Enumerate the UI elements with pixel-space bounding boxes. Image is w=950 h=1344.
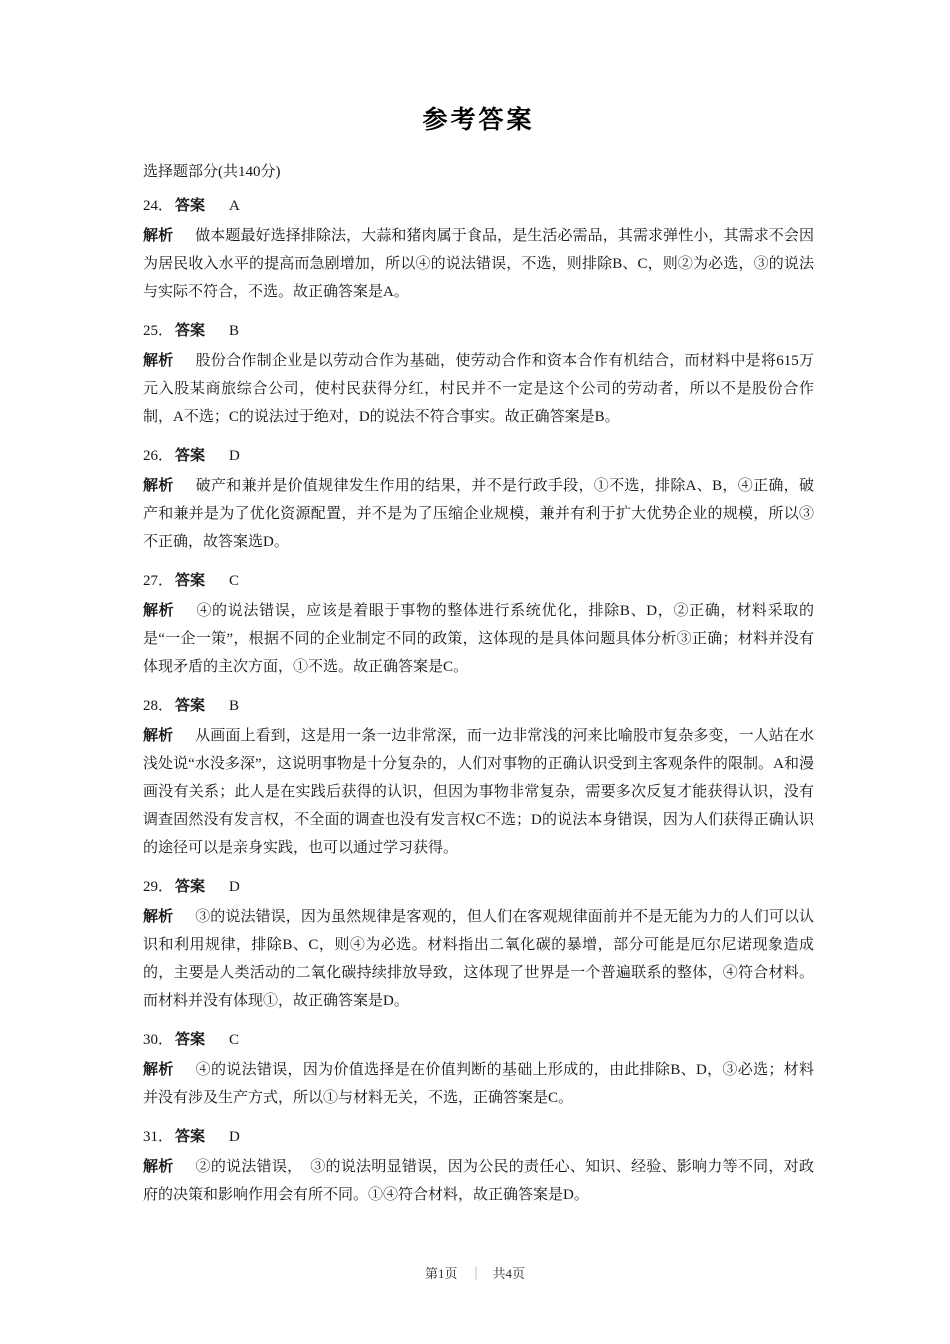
answer-line [143, 1028, 814, 1049]
answer-value: D [229, 448, 240, 464]
analysis-label: 解析 [143, 478, 174, 494]
answer-label: 答案 [175, 1129, 206, 1145]
answer-value: B [229, 698, 240, 714]
answer-label: 答案 [175, 323, 206, 339]
answer-line [143, 319, 814, 340]
answer-value: D [229, 1129, 240, 1145]
answer-item [143, 875, 814, 1015]
answer-value: D [229, 879, 240, 895]
answer-line [143, 694, 814, 715]
answer-item [143, 569, 814, 681]
answer-item [143, 1125, 814, 1209]
analysis-label: 解析 [143, 728, 174, 744]
analysis-label: 解析 [143, 353, 174, 369]
analysis-paragraph [143, 1056, 814, 1112]
analysis-paragraph [143, 347, 814, 431]
analysis-text: 从画面上看到，这是用一条一边非常深，而一边非常浅的河来比喻股市复杂多变，一人站在水浅处说“水没多深”，这说明事物是十分复杂的，人们对事物的正确认识受到主客观条件的限制。A和漫画没有关系；此人是在实践后获得的认识，但因为事物非常复杂，需要多次反复才能获得认识，没有调查固然没有发言权，不全面的调查也没有发言权C不选；D的说法本身错误，因为人们获得正确认识的途径可以是亲身实践，也可以通过学习获得。 [143, 728, 814, 856]
analysis-paragraph [143, 1153, 814, 1209]
analysis-label: 解析 [143, 603, 175, 619]
answer-item [143, 444, 814, 556]
answer-label: 答案 [175, 1032, 206, 1048]
answer-list [143, 194, 814, 1209]
analysis-paragraph [143, 472, 814, 556]
analysis-paragraph [143, 222, 814, 306]
analysis-label: 解析 [143, 909, 174, 925]
page-footer [0, 1263, 950, 1282]
answer-item [143, 194, 814, 306]
analysis-text: ④的说法错误，因为价值选择是在价值判断的基础上形成的，由此排除B、D，③必选；材料并没有涉及生产方式，所以①与材料无关，不选，正确答案是C。 [143, 1062, 814, 1106]
answer-label: 答案 [175, 698, 206, 714]
answer-line [143, 875, 814, 896]
answer-value: C [229, 1032, 240, 1048]
answer-value: A [229, 198, 240, 214]
answer-line [143, 444, 814, 465]
answer-item [143, 319, 814, 431]
footer-separator: ｜ [469, 1266, 483, 1281]
answer-line [143, 1125, 814, 1146]
answer-label: 答案 [175, 448, 206, 464]
answer-label: 答案 [175, 879, 206, 895]
analysis-text: ②的说法错误， ③的说法明显错误，因为公民的责任心、知识、经验、影响力等不同，对政府的决策和影响作用会有所不同。①④符合材料，故正确答案是D。 [143, 1159, 814, 1203]
current-page-label: 第1页 [424, 1266, 458, 1281]
answer-line [143, 194, 814, 215]
question-number: 27． [143, 573, 174, 589]
question-number: 26． [143, 448, 174, 464]
question-number: 25． [143, 323, 174, 339]
analysis-text: ④的说法错误，应该是着眼于事物的整体进行系统优化，排除B、D，②正确，材料采取的是“一企一策”，根据不同的企业制定不同的政策，这体现的是具体问题具体分析③正确；材料并没有体现矛盾的主次方面，①不选。故正确答案是C。 [143, 603, 814, 675]
answer-value: C [229, 573, 240, 589]
question-number: 30． [143, 1032, 174, 1048]
analysis-paragraph [143, 903, 814, 1015]
total-pages-label: 共4页 [492, 1266, 526, 1281]
analysis-text: 做本题最好选择排除法，大蒜和猪肉属于食品，是生活必需品，其需求弹性小，其需求不会因为居民收入水平的提高而急剧增加，所以④的说法错误，不选，则排除B、C，则②为必选，③的说法与实际不符合，不选。故正确答案是A。 [143, 228, 814, 300]
question-number: 24． [143, 198, 174, 214]
analysis-text: 股份合作制企业是以劳动合作为基础，使劳动合作和资本合作有机结合，而材料中是将615万元入股某商旅综合公司，使村民获得分红，村民并不一定是这个公司的劳动者，所以不是股份合作制，A不选；C的说法过于绝对，D的说法不符合事实。故正确答案是B。 [143, 353, 814, 425]
question-number: 31． [143, 1129, 174, 1145]
analysis-text: ③的说法错误，因为虽然规律是客观的，但人们在客观规律面前并不是无能为力的人们可以认识和利用规律，排除B、C，则④为必选。材料指出二氧化碳的暴增，部分可能是厄尔尼诺现象造成的，主要是人类活动的二氧化碳持续排放导致，这体现了世界是一个普遍联系的整体，④符合材料。而材料并没有体现①，故正确答案是D。 [143, 909, 814, 1009]
analysis-label: 解析 [143, 228, 174, 244]
page-title: 参考答案 [422, 107, 535, 134]
analysis-text: 破产和兼并是价值规律发生作用的结果，并不是行政手段，①不选，排除A、B，④正确，破产和兼并是为了优化资源配置，并不是为了压缩企业规模，兼并有利于扩大优势企业的规模，所以③不正确，故答案选D。 [143, 478, 814, 550]
question-number: 29． [143, 879, 174, 895]
analysis-paragraph [143, 597, 814, 681]
analysis-label: 解析 [143, 1159, 174, 1175]
answer-label: 答案 [175, 198, 206, 214]
question-number: 28． [143, 698, 174, 714]
answer-item [143, 1028, 814, 1112]
answer-line [143, 569, 814, 590]
answer-label: 答案 [175, 573, 206, 589]
analysis-paragraph [143, 722, 814, 862]
section-header: 选择题部分(共140分) [143, 164, 281, 180]
answer-item [143, 694, 814, 862]
answer-value: B [229, 323, 240, 339]
analysis-label: 解析 [143, 1062, 174, 1078]
